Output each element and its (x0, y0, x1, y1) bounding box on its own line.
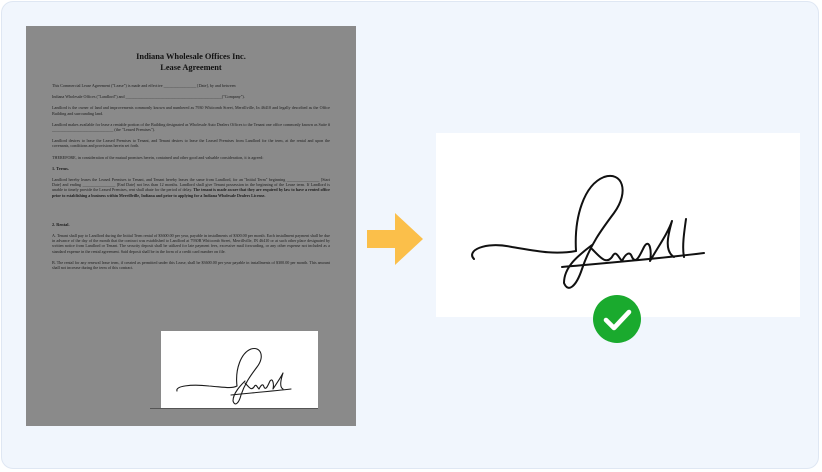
doc-paragraph: This Commercial Lease Agreement ("Lease") is made and effective ________________ [Date], by and between (52, 83, 236, 88)
doc-paragraph: A. Tenant shall pay to Landlord during the Initial Term rental of $3600.00 per year, payable in installments of $300.00 per month. Each installment payment shall be due in advance of the day of the month that the contract was established to Landlord at 7930B Whitcomb Street, Merrillville, IN 46410 or at such other place designated by written notice from Landlord or Tenant. The security deposit shall be utilized for late payment fees, excessive mail forwarding, or any other expense not included as a standard expense in the rental agreement. Said deposit shall be in the form of a credit card number on file. (52, 233, 330, 254)
document-signature (161, 331, 318, 409)
document-title-line1: Indiana Wholesale Offices Inc. (136, 52, 246, 61)
lease-document-preview (26, 26, 356, 426)
doc-paragraph (52, 177, 330, 198)
document-signature-line (150, 408, 318, 409)
section1-bold-text: The tenant is made aware that they are required by law to have a rented office prior to establishing a business within Merrillville, Indiana and prior to applying for a Indiana Wholesale Dealers License. (52, 187, 330, 198)
signature-extraction-card (1, 1, 819, 469)
document-title-line2: Lease Agreement (160, 62, 222, 72)
arrow-right-icon (367, 213, 423, 265)
doc-paragraph: THEREFORE, in consideration of the mutual promises herein, contained and other good and valuable consideration, it is agreed: (52, 154, 264, 160)
extracted-signature-panel (436, 133, 800, 317)
doc-paragraph: Indiana Wholesale Offices ("Landlord") and _______________________________________________("Company"). (52, 94, 245, 100)
document-signature-area (161, 331, 318, 409)
doc-paragraph: Landlord makes available for lease a rentable portion of the Building designated as Wholesale Auto Dealers Offices to the Tenant one office commonly known as Suite # ______________________________ (the "Leased Premises"). (52, 121, 330, 133)
check-circle-icon (593, 295, 641, 343)
section-heading: 1. Terms. (52, 165, 69, 171)
doc-paragraph: Landlord is the owner of land and improvements commonly known and numbered as 7930 Whitcomb Street, Merrillville, In 46410 and legally described as the Office Building and surrounding land. (52, 105, 330, 116)
extracted-signature (436, 133, 800, 317)
doc-paragraph: Landlord desires to lease the Leased Premises to Tenant, and Tenant desires to lease the Leased Premises from Landlord for the term, at the rental and upon the covenants, conditions and provisions herein set forth. (52, 138, 330, 149)
document-title (52, 52, 330, 73)
section1-text: Landlord hereby leases the Leased Premises to Tenant, and Tenant hereby leases the same from Landlord, for an "Initial Term" beginning ________________ [Start Date] and ending ________________ [End Date] not less than 12 months. Landlord shall give Tenant possession in the beginning of the Lease term. If Landlord is unable to timely provide the Leased Premises, rent shall abate for the period of delay. (52, 177, 330, 193)
doc-paragraph: B. The rental for any renewal lease term, if created as permitted under this Lease, shall be $3600.00 per year payable in installments of $300.00 per month. This amount shall not increase during the term of this contract. (52, 259, 330, 271)
section-heading: 2. Rental. (52, 221, 70, 227)
